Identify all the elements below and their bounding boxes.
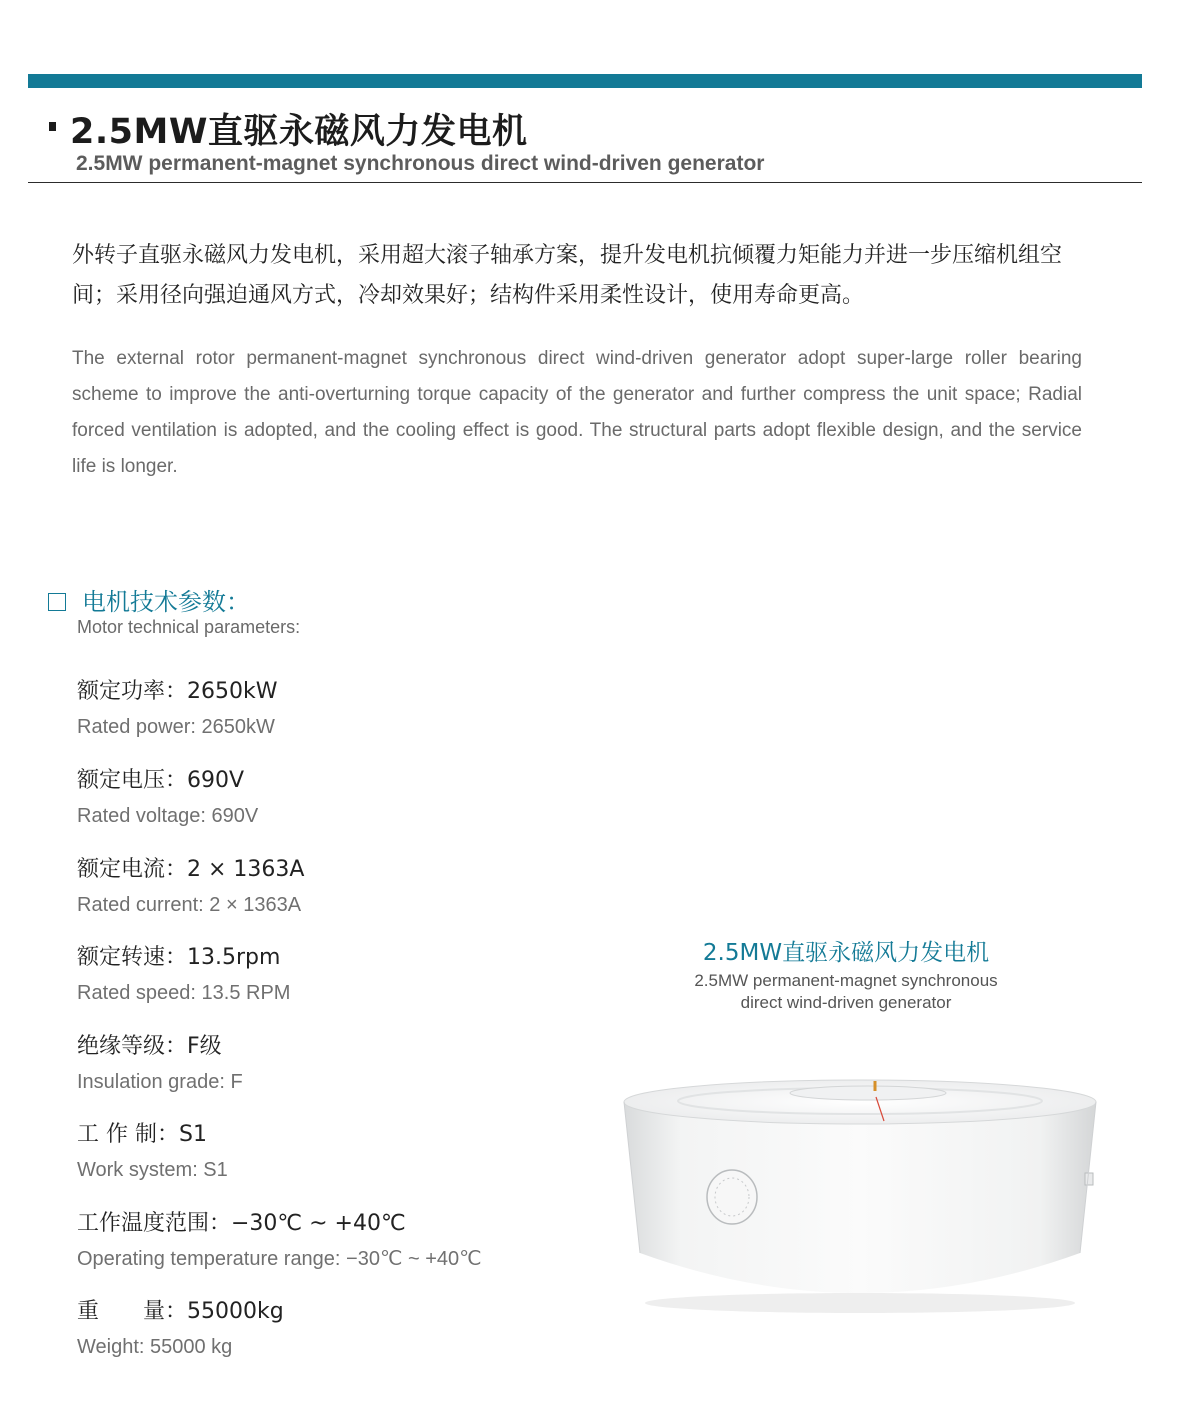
param-label-en: Rated voltage: 690V bbox=[77, 805, 259, 827]
page-header bbox=[28, 100, 1142, 183]
param-label-en: Weight: 55000 kg bbox=[77, 1336, 233, 1358]
param-rated-speed bbox=[77, 943, 290, 1008]
param-weight bbox=[77, 1297, 284, 1362]
intro-chinese: 外转子直驱永磁风力发电机，采用超大滚子轴承方案，提升发电机抗倾覆力矩能力并进一步压缩机组空间；采用径向强迫通风方式，冷却效果好；结构件采用柔性设计，使用寿命更高。 bbox=[72, 243, 1063, 308]
params-subheading: Motor technical parameters: bbox=[77, 617, 301, 637]
param-rated-voltage bbox=[77, 766, 258, 831]
param-label-en: Work system: S1 bbox=[77, 1159, 228, 1181]
page-subtitle: 2.5MW permanent-magnet synchronous direct wind-driven generator bbox=[76, 152, 765, 175]
param-label-en: Rated speed: 13.5 RPM bbox=[77, 982, 291, 1004]
param-label-zh: 工 作 制：S1 bbox=[77, 1122, 207, 1147]
param-label-en: Rated current: 2 × 1363A bbox=[77, 894, 302, 916]
page-title: 2.5MW直驱永磁风力发电机 bbox=[70, 112, 528, 152]
param-label-zh: 额定转速：13.5rpm bbox=[77, 945, 281, 970]
param-operating-temperature bbox=[77, 1209, 482, 1274]
param-insulation-grade bbox=[77, 1032, 243, 1097]
title-bullet-icon bbox=[49, 122, 56, 131]
product-caption bbox=[640, 936, 1052, 1014]
param-label-en: Operating temperature range: −30℃ ~ +40℃ bbox=[77, 1248, 482, 1270]
header-accent-bar bbox=[28, 74, 1142, 88]
param-rated-current bbox=[77, 855, 304, 920]
param-label-en: Rated power: 2650kW bbox=[77, 716, 275, 738]
param-label-zh: 绝缘等级：F级 bbox=[77, 1034, 222, 1059]
param-label-zh: 重 量：55000kg bbox=[77, 1299, 284, 1324]
param-label-zh: 额定功率：2650kW bbox=[77, 679, 278, 704]
param-label-zh: 工作温度范围：−30℃ ~ +40℃ bbox=[77, 1211, 406, 1236]
params-heading-label: 电机技术参数： bbox=[82, 588, 250, 616]
param-label-en: Insulation grade: F bbox=[77, 1071, 243, 1093]
params-heading bbox=[48, 582, 250, 617]
checkbox-square-icon bbox=[48, 593, 66, 611]
intro-english: The external rotor permanent-magnet synchronous direct wind-driven generator adopt super-large roller bearing scheme to improve the anti-overturning torque capacity of the generator and further compress the unit space; Radial forced ventilation is adopted, and the cooling effect is good. The structural parts adopt flexible design, and the service life is longer. bbox=[72, 348, 1082, 477]
param-work-system bbox=[77, 1120, 228, 1185]
param-rated-power bbox=[77, 677, 277, 742]
param-label-zh: 额定电流：2 × 1363A bbox=[77, 857, 305, 882]
generator-image bbox=[610, 1075, 1110, 1315]
product-caption-title: 2.5MW直驱永磁风力发电机 bbox=[702, 940, 990, 966]
param-label-zh: 额定电压：690V bbox=[77, 768, 245, 793]
product-caption-line-1: 2.5MW permanent-magnet synchronous bbox=[694, 971, 998, 990]
product-caption-line-2: direct wind-driven generator bbox=[740, 993, 952, 1012]
